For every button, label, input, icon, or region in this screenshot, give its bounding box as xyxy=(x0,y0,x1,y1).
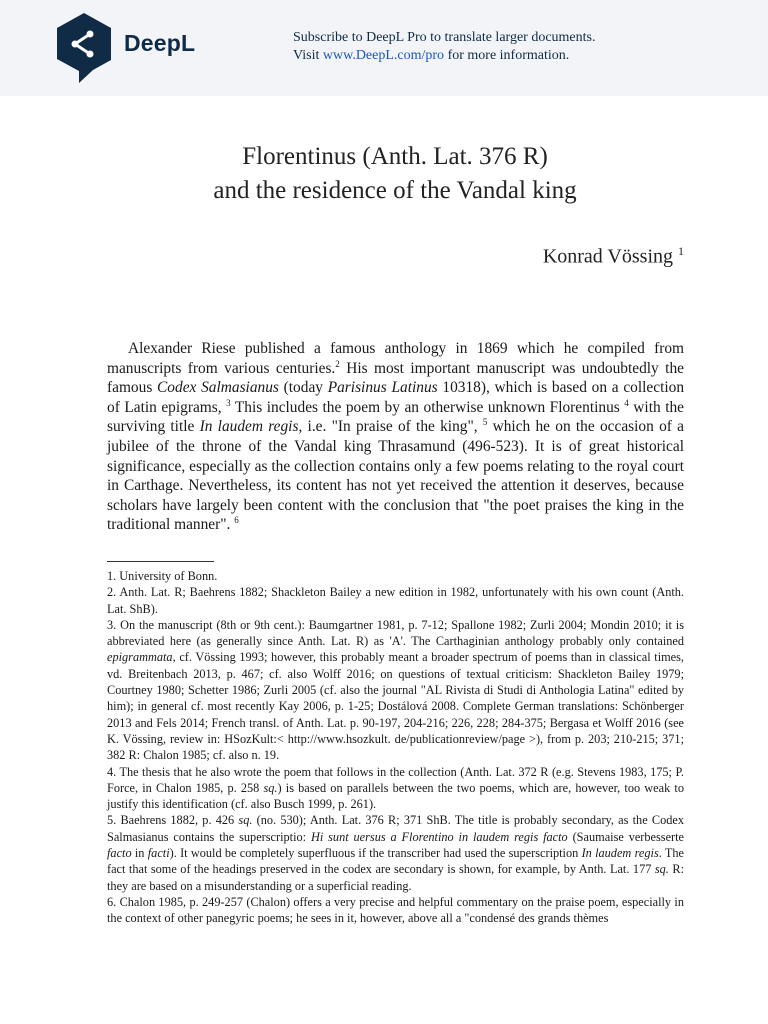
footnote-ref-5: 5 xyxy=(482,417,488,428)
footnote-2: 2. Anth. Lat. R; Baehrens 1882; Shackleton Bailey a new edition in 1982, unfortunately with his own count (Anth. Lat. ShB). xyxy=(107,585,684,616)
deepl-promo-banner xyxy=(0,0,768,96)
deepl-logo-text: DeepL xyxy=(124,30,196,56)
deepl-pro-link[interactable]: www.DeepL.com/pro xyxy=(322,48,445,63)
footnote-divider xyxy=(107,561,214,562)
author-text: Konrad Vössing xyxy=(542,245,673,268)
footnote-ref-4: 4 xyxy=(624,397,629,408)
promo-message xyxy=(293,29,595,65)
promo-text-before: Visit xyxy=(293,48,323,63)
footnotes-list xyxy=(107,568,684,927)
promo-line-2 xyxy=(293,47,595,65)
footnote-ref-3: 3 xyxy=(226,397,231,408)
footnote-ref-6: 6 xyxy=(234,515,239,526)
title-line-1: Florentinus (Anth. Lat. 376 R) xyxy=(242,143,548,170)
deepl-logo-icon[interactable] xyxy=(55,12,113,84)
promo-line-1: Subscribe to DeepL Pro to translate larger documents. xyxy=(293,30,596,45)
footnote-1: 1. University of Bonn. xyxy=(107,569,218,583)
footnote-4: 4. The thesis that he also wrote the poem that follows in the collection (Anth. Lat. 372 R (e.g. Stevens 1983, 175; P. Force, in Chalon 1985, p. 258 sq.) is based on parallels between the two poems, which are, however, too weak to justify this identification (cf. also Busch 1999, p. 261). xyxy=(107,764,684,812)
promo-text-after: for more information. xyxy=(444,48,570,63)
footnote-5: 5. Baehrens 1882, p. 426 sq. (no. 530); Anth. Lat. 376 R; 371 ShB. The title is probably secondary, as the Codex Salmasianus contains the superscriptio: Hi sunt uersus a Florentino in laudem regis facto (Saumaise verbesserte facto in facti). It would be completely superfluous if the transcriber had used the superscription In laudem regis. The fact that some of the headings preserved in the codex are secondary is shown, for example, by Anth. Lat. 177 sq. R: they are based on a misunderstanding or a superficial reading. xyxy=(107,813,684,893)
intro-paragraph: Alexander Riese published a famous anthology in 1869 which he compiled from manuscripts from various centuries.$^2$ His most important manuscript was undoubtedly the famous Codex Salmasianus (today Parisinus Latinus 10318), which is based on a collection of Latin epigrams, $^3$ This includes the poem by an otherwise unknown Florentinus $^4$ with the surviving title In laudem regis, i.e. "In praise of the king", $^5$ which he on the occasion of a jubilee of the throne of the Vandal king Thrasamund (496-523). It is of great historical significance, especially as the collection contains only a few poems relating to the royal court in Carthage. Nevertheless, its content has not yet received the attention it deserves, because scholars have largely been content with the conclusion that "the poet praises the king in the traditional manner". $^6$ xyxy=(107,340,685,534)
footnote-6: 6. Chalon 1985, p. 249-257 (Chalon) offers a very precise and helpful commentary on the praise poem, especially in the context of other panegyric poems; he sees in it, however, above all a "condensé des grands thèmes xyxy=(107,894,684,926)
footnote-ref-2: 2 xyxy=(335,358,340,369)
footnote-3: 3. On the manuscript (8th or 9th cent.): Baumgartner 1981, p. 7-12; Spallone 1982; Zurli 2004; Mondin 2010; it is abbreviated here (as generally since Anth. Lat. R) as 'A'. The Carthaginian anthology probably only contained epigrammata, cf. Vössing 1993; however, this probably meant a broader spectrum of poems than in classical times, vd. Breitenbach 2013, p. 467; cf. also Wolff 2016; on questions of textual criticism: Shackleton Bailey 1979; Courtney 1980; Schetter 1986; Zurli 2005 (cf. also the journal "AL Rivista di Studi di Anthologia Latina" edited by him); in general cf. most recently Kay 2006, p. 1-25; Dostálová 2008. Complete German translations: Schönberger 2013 and Fels 2014; French transl. of Anth. Lat. p. 90-197, 204-216; 226, 228; 284-375; Bergasa et Wolff 2016 (see K. Vössing, review in: HSozKult:< http://www.hsozkult. de/publicationreview/page >), from p. 203; 210-215; 371; 382 R: Chalon 1985; cf. also n. 19. xyxy=(107,617,684,763)
document-title xyxy=(0,140,768,208)
author-footnote-ref: 1 xyxy=(678,244,684,258)
author-name xyxy=(543,244,684,269)
title-line-2: and the residence of the Vandal king xyxy=(213,177,577,204)
